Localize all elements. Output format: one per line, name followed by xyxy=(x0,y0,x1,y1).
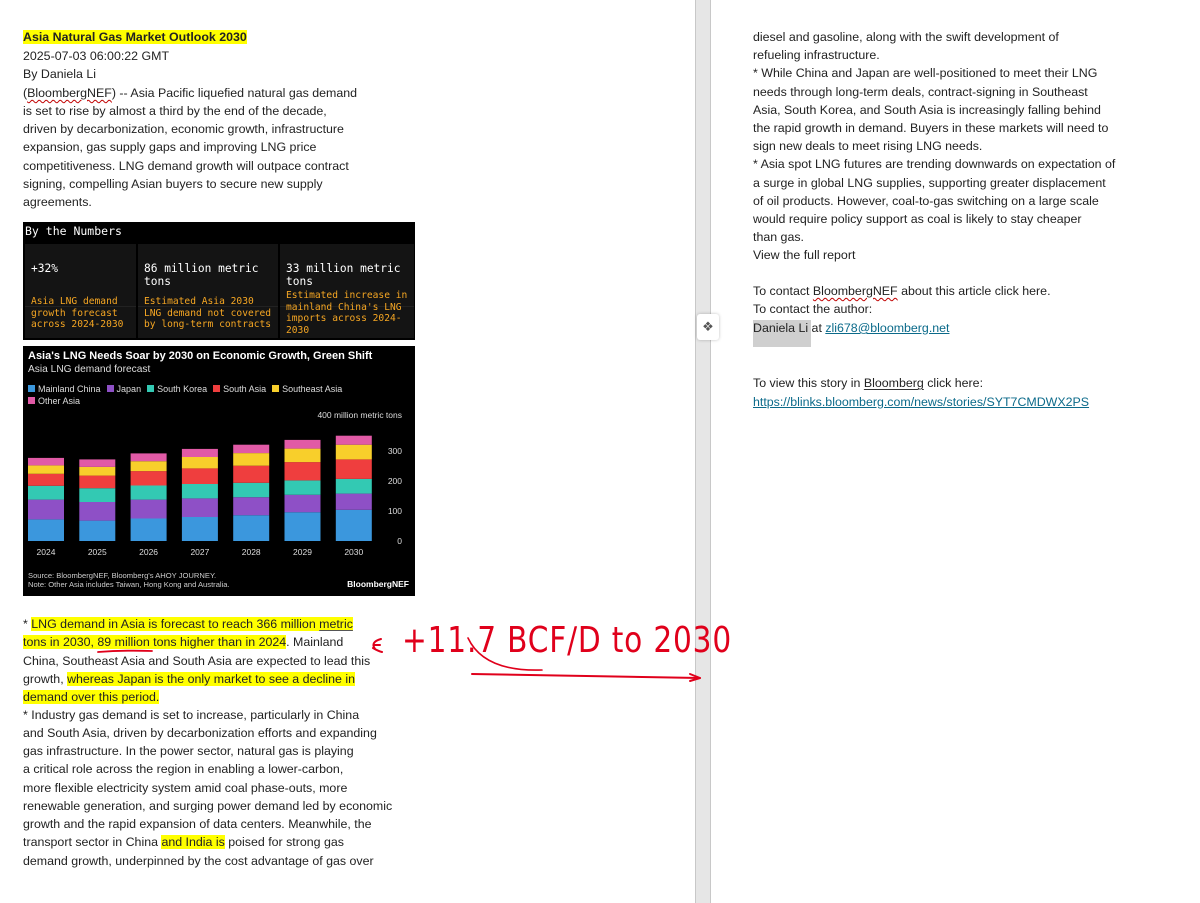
lng-demand-chart xyxy=(23,346,415,596)
bar-segment xyxy=(233,453,269,466)
article-byline: By Daniela Li xyxy=(23,67,97,81)
chart-brand: BloombergNEF xyxy=(347,579,409,589)
bar-segment xyxy=(182,449,218,457)
bar-segment xyxy=(182,457,218,468)
bar-segment xyxy=(131,519,167,542)
bar-segment xyxy=(131,461,167,471)
x-tick-label: 2024 xyxy=(36,547,56,557)
right-line: diesel and gasoline, along with the swift development of xyxy=(753,30,1059,44)
legend-item: South Korea xyxy=(147,383,207,395)
bar-segment xyxy=(131,453,167,461)
right-line: of oil products. However, coal-to-gas switching on a large scale xyxy=(753,194,1099,208)
right-line: a surge in global LNG supplies, supporting greater displacement xyxy=(753,176,1106,190)
bar-segment xyxy=(285,462,321,480)
x-tick-label: 2027 xyxy=(190,547,210,557)
bullet-2-line: and South Asia, driven by decarbonization efforts and expanding xyxy=(23,726,377,740)
y-tick-label: 100 xyxy=(387,506,402,516)
stat-description: Estimated Asia 2030 LNG demand not covered by long-term contracts xyxy=(144,296,272,331)
x-tick-label: 2028 xyxy=(241,547,261,557)
bar-segment xyxy=(233,515,269,541)
handwritten-note: +11.7 BCF/D to 2030 xyxy=(402,620,732,661)
bar-segment xyxy=(28,519,64,541)
bar-segment xyxy=(131,471,167,485)
chart-subtitle: Asia LNG demand forecast xyxy=(28,364,151,375)
bar-segment xyxy=(233,466,269,483)
legend-item: Japan xyxy=(107,383,142,395)
article-timestamp: 2025-07-03 06:00:22 GMT xyxy=(23,49,170,63)
bullet-2-line: transport sector in China and India is poised for strong gas xyxy=(23,835,344,849)
bar-segment xyxy=(336,459,372,479)
bar-segment xyxy=(28,500,64,520)
bullet-1-line-2: tons in 2030, 89 million tons higher than in 2024. Mainland xyxy=(23,635,344,649)
legend-item: South Asia xyxy=(213,383,266,395)
intro-line: is set to rise by almost a third by the end of the decade, xyxy=(23,104,327,118)
stat-block xyxy=(138,244,278,338)
bar-segment xyxy=(79,476,115,489)
bar-segment xyxy=(336,494,372,510)
x-tick-label: 2025 xyxy=(87,547,107,557)
bar-segment xyxy=(182,498,218,517)
bar-segment xyxy=(336,479,372,494)
stat-value: 86 million metric tons xyxy=(144,262,259,288)
bar-segment xyxy=(233,445,269,453)
intro-line: expansion, gas supply gaps and improving LNG price xyxy=(23,140,317,154)
unit-label: 400 million metric tons xyxy=(317,410,402,420)
stat-value: +32% xyxy=(31,262,58,275)
stat-description: Asia LNG demand growth forecast across 2024-2030 xyxy=(31,296,124,331)
intro-line: agreements. xyxy=(23,195,92,209)
bullet-2-line: more flexible electricity system amid coal phase-outs, more xyxy=(23,781,348,795)
right-line: would require policy support as coal is likely to stay cheaper xyxy=(753,212,1082,226)
bar-segment xyxy=(28,474,64,486)
right-line: than gas. xyxy=(753,230,804,244)
bar-segment xyxy=(336,510,372,541)
bullet-1-line-1: * LNG demand in Asia is forecast to reach 366 million metric xyxy=(23,617,353,631)
bar-segment xyxy=(285,512,321,541)
bar-segment xyxy=(336,436,372,445)
bar-segment xyxy=(131,486,167,500)
bar-segment xyxy=(233,497,269,515)
by-the-numbers-heading: By the Numbers xyxy=(25,224,122,238)
article-title: Asia Natural Gas Market Outlook 2030 xyxy=(23,30,247,44)
bullet-2-line: a critical role across the region in enabling a lower-carbon, xyxy=(23,762,344,776)
legend-item: Mainland China xyxy=(28,383,101,395)
right-line: needs through long-term deals, contract-signing in Southeast xyxy=(753,85,1088,99)
chart-source: Source: BloombergNEF, Bloomberg's AHOY JOURNEY. Note: Other Asia includes Taiwan, Hong Kong and Australia. xyxy=(28,571,230,589)
by-the-numbers-panel xyxy=(23,222,415,340)
x-tick-label: 2029 xyxy=(293,547,312,557)
legend-item: Other Asia xyxy=(28,395,80,407)
bar-segment xyxy=(79,521,115,541)
chart-plot xyxy=(23,346,415,596)
right-line: * Asia spot LNG futures are trending downwards on expectation of xyxy=(753,157,1116,171)
intro-line-1: (BloombergNEF) -- Asia Pacific liquefied natural gas demand xyxy=(23,86,358,100)
handwritten-annotation xyxy=(372,612,752,687)
contact-author-label: To contact the author: xyxy=(753,302,873,316)
bullet-2-line: demand growth, underpinned by the cost advantage of gas over xyxy=(23,854,374,868)
copilot-icon[interactable]: ❖ xyxy=(697,314,719,340)
bar-segment xyxy=(285,480,321,494)
bar-segment xyxy=(336,445,372,460)
stat-value: 33 million metric tons xyxy=(286,262,401,288)
author-name: Daniela Li xyxy=(753,321,809,335)
y-tick-label: 200 xyxy=(387,476,402,486)
right-line: Asia, South Korea, and South Asia is increasingly falling behind xyxy=(753,103,1101,117)
y-tick-label: 300 xyxy=(387,446,402,456)
right-line: refueling infrastructure. xyxy=(753,48,880,62)
bar-segment xyxy=(285,440,321,449)
x-tick-label: 2026 xyxy=(139,547,159,557)
right-line: * While China and Japan are well-positioned to meet their LNG xyxy=(753,66,1098,80)
bar-segment xyxy=(285,495,321,512)
view-story-line: To view this story in Bloomberg click here: xyxy=(753,376,984,390)
stat-description: Estimated increase in mainland China's LNG imports across 2024-2030 xyxy=(286,290,408,336)
legend-item: Southeast Asia xyxy=(272,383,342,395)
bullet-2-line: renewable generation, and surging power demand led by economic xyxy=(23,799,393,813)
bar-segment xyxy=(285,449,321,463)
right-line: sign new deals to meet rising LNG needs. xyxy=(753,139,983,153)
bar-segment xyxy=(182,484,218,498)
x-tick-label: 2030 xyxy=(344,547,364,557)
bar-segment xyxy=(182,517,218,541)
bullet-1-line-5: demand over this period. xyxy=(23,690,160,704)
chart-title: Asia's LNG Needs Soar by 2030 on Economic Growth, Green Shift xyxy=(28,350,373,362)
stat-block xyxy=(280,244,414,338)
bar-segment xyxy=(182,468,218,484)
y-tick-label: 0 xyxy=(397,536,402,546)
bar-segment xyxy=(131,500,167,519)
bullet-1-line-4: growth, whereas Japan is the only market to see a decline in xyxy=(23,672,355,686)
intro-line: driven by decarbonization, economic growth, infrastructure xyxy=(23,122,344,136)
bar-segment xyxy=(28,486,64,500)
intro-line: signing, compelling Asian buyers to secure new supply xyxy=(23,177,323,191)
bar-segment xyxy=(233,483,269,497)
contact-author-line: Daniela Li at zli678@bloomberg.net xyxy=(753,321,950,335)
author-email-link[interactable]: zli678@bloomberg.net xyxy=(825,321,950,335)
story-url-link[interactable]: https://blinks.bloomberg.com/news/stories/SYT7CMDWX2PS xyxy=(753,395,1090,409)
intro-line: competitiveness. LNG demand growth will outpace contract xyxy=(23,159,349,173)
bar-segment xyxy=(28,458,64,466)
stat-block xyxy=(25,244,136,338)
bar-segment xyxy=(79,502,115,521)
bullet-2-line: growth and the rapid expansion of data centers. Meanwhile, the xyxy=(23,817,372,831)
bar-segment xyxy=(28,465,64,473)
handwritten-underline xyxy=(96,646,156,656)
bar-segment xyxy=(79,467,115,476)
bar-segment xyxy=(79,459,115,467)
bullet-1-line-3: China, Southeast Asia and South Asia are expected to lead this xyxy=(23,654,371,668)
intro-source: BloombergNEF xyxy=(27,86,112,100)
page-gutter xyxy=(695,0,711,903)
right-line: the rapid growth in demand. Buyers in these markets will need to xyxy=(753,121,1109,135)
bullet-2-line: * Industry gas demand is set to increase, particularly in China xyxy=(23,708,360,722)
contact-bnef-line: To contact BloombergNEF about this article click here. xyxy=(753,284,1051,298)
bar-segment xyxy=(79,488,115,502)
bullet-2-line: gas infrastructure. In the power sector, natural gas is playing xyxy=(23,744,354,758)
view-full-report-link[interactable]: View the full report xyxy=(753,248,856,262)
